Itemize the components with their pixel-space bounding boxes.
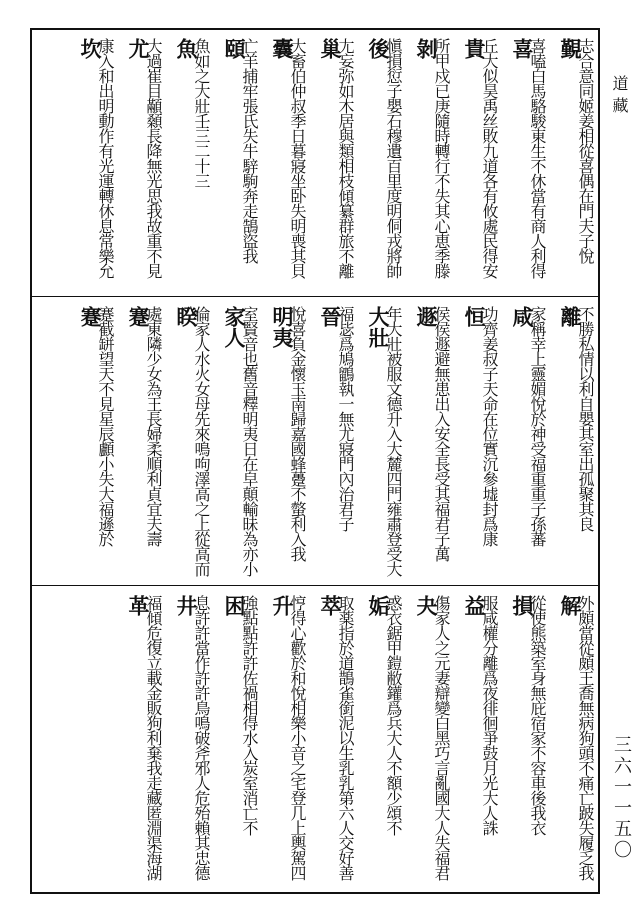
verse-text: 蹇截缾望天不見星辰顱小失大福遜於 bbox=[96, 306, 115, 546]
text-column bbox=[214, 32, 260, 294]
hexagram-name: 覲 bbox=[558, 38, 583, 59]
text-column bbox=[262, 300, 308, 582]
text-column bbox=[454, 589, 500, 891]
text-column bbox=[406, 589, 452, 891]
hexagram-name: 革 bbox=[126, 595, 151, 616]
text-column bbox=[550, 32, 596, 294]
verse-text: 取薬指於道鵲雀銜泥以生乳乳第六人交好善 bbox=[336, 595, 355, 880]
hexagram-name: 貴 bbox=[462, 38, 487, 59]
hexagram-name: 夬 bbox=[414, 595, 439, 616]
verse-text: 魚如之大壯壬三二十三 bbox=[192, 38, 211, 188]
verse-text: 悅喜負金懷玉南歸嘉國蜂躉不螫利入我 bbox=[288, 306, 307, 561]
text-column bbox=[70, 300, 116, 582]
hexagram-name: 剝 bbox=[414, 38, 439, 59]
verse-text: 年大壯被服文德升入大麓四門雍肅登受大 bbox=[384, 306, 403, 576]
verse-text: 尢妄弥如木居與類相枝傾纂群旅不離 bbox=[336, 38, 355, 278]
hexagram-name: 損 bbox=[510, 595, 535, 616]
verse-text: 丘大似昊禹丝敗九道各有攸處民得安 bbox=[480, 38, 499, 278]
text-column bbox=[550, 300, 596, 582]
verse-text: 康入和出明動作有光運轉休息常樂允 bbox=[96, 38, 115, 278]
verse-text: 強點點許許佐禍相得水入炭室消亡不 bbox=[240, 595, 259, 835]
hexagram-name: 家人 bbox=[222, 306, 247, 348]
hexagram-name: 蹇 bbox=[78, 306, 103, 327]
text-column bbox=[454, 32, 500, 294]
hexagram-name: 頤 bbox=[222, 38, 247, 59]
text-column bbox=[406, 300, 452, 582]
text-column bbox=[310, 300, 356, 582]
text-column bbox=[550, 589, 596, 891]
hexagram-name: 姤 bbox=[366, 595, 391, 616]
verse-text: 大畜伯仲叔季日暮寢坐卧失明喪其貝 bbox=[288, 38, 307, 278]
text-section-2 bbox=[34, 300, 596, 582]
text-column bbox=[166, 32, 212, 294]
text-column bbox=[118, 589, 164, 891]
verse-text: 室賢音也舊音釋明夷日在皁顛輸昧為亦小 bbox=[240, 306, 259, 576]
section-divider bbox=[30, 296, 600, 297]
text-column bbox=[358, 589, 404, 891]
verse-text: 福傾危復立載金販狗利棄我走藏匿淵渠海湖 bbox=[144, 595, 163, 880]
verse-text: 亡羊捕牢張氏失牛騂駒奔走鵠盜我 bbox=[240, 38, 259, 263]
verse-text: 功齊姜叔子天命在位實沉參墟封爲康 bbox=[480, 306, 499, 546]
hexagram-name: 解 bbox=[558, 595, 583, 616]
verse-text: 家稱幸上靈媚悅於神受福重重子孫蕃 bbox=[528, 306, 547, 546]
hexagram-name: 井 bbox=[174, 595, 199, 616]
verse-text: 喜嗑白馬駱駿東生不休當有商人利得 bbox=[528, 38, 547, 278]
text-section-3 bbox=[34, 589, 596, 891]
hexagram-name: 明夷 bbox=[270, 306, 295, 348]
text-column bbox=[70, 32, 116, 294]
text-column bbox=[310, 32, 356, 294]
hexagram-name: 大壯 bbox=[366, 306, 391, 348]
hexagram-name: 喜 bbox=[510, 38, 535, 59]
verse-text: 愼損愆子嬰石穆遺百里度明侗戎將帥 bbox=[384, 38, 403, 278]
text-column bbox=[454, 300, 500, 582]
text-column bbox=[214, 300, 260, 582]
text-column bbox=[166, 589, 212, 891]
verse-text: 從使熊築室身無庇宿家不容車後我衣 bbox=[528, 595, 547, 835]
verse-text: 不勝私情以利自嬰其室出孤聚其良 bbox=[576, 306, 595, 531]
text-section-1 bbox=[34, 32, 596, 294]
verse-text: 傷家人之元妻辯變白黑巧言亂國大人失福君 bbox=[432, 595, 451, 880]
text-column bbox=[118, 300, 164, 582]
hexagram-name: 囊 bbox=[270, 38, 295, 59]
text-column bbox=[502, 32, 548, 294]
verse-text: 所甲戍已庚隨時轉行不失其心恵季滕 bbox=[432, 38, 451, 278]
verse-text: 息許許當作許許鳥鳴破斧邪人危殆賴其忠德 bbox=[192, 595, 211, 880]
hexagram-name: 離 bbox=[558, 306, 583, 327]
hexagram-name: 困 bbox=[222, 595, 247, 616]
text-column bbox=[214, 589, 260, 891]
hexagram-name: 咸 bbox=[510, 306, 535, 327]
verse-text: 服咸權分離爲夜徘徊爭鼓月光大人誅 bbox=[480, 595, 499, 835]
text-column bbox=[262, 32, 308, 294]
hexagram-name: 遯 bbox=[414, 306, 439, 327]
hexagram-name: 晉 bbox=[318, 306, 343, 327]
hexagram-name: 恒 bbox=[462, 306, 487, 327]
hexagram-name: 尤 bbox=[126, 38, 151, 59]
text-column bbox=[118, 32, 164, 294]
verse-text: 外頗當從頗王喬無病狗頭不痛亡跛失履乏我 bbox=[576, 595, 595, 880]
text-column bbox=[310, 589, 356, 891]
hexagram-name: 萃 bbox=[318, 595, 343, 616]
hexagram-name: 升 bbox=[270, 595, 295, 616]
verse-text: 志合意同姬姜相從喜偶在門夫子悅 bbox=[576, 38, 595, 263]
verse-text: 惑衣鋸甲鎧敝鑵爲兵大人不額少頌不 bbox=[384, 595, 403, 835]
text-column bbox=[166, 300, 212, 582]
hexagram-name: 魚 bbox=[174, 38, 199, 59]
page-number: 三六一一五〇 bbox=[611, 735, 632, 861]
hexagram-name: 睽 bbox=[174, 306, 199, 327]
text-column bbox=[358, 32, 404, 294]
hexagram-name: 坎 bbox=[78, 38, 103, 59]
verse-text: 悙得心歡於和悅相樂小音之宅登几上輿駕四 bbox=[288, 595, 307, 880]
hexagram-name: 後 bbox=[366, 38, 391, 59]
text-column bbox=[262, 589, 308, 891]
text-column bbox=[358, 300, 404, 582]
verse-text: 倫家人水火女母先來鳴呴澤高之上從高而 bbox=[192, 306, 211, 576]
verse-text: 處東隣少女為王長婦柔順利貞宜夫壽 bbox=[144, 306, 163, 546]
book-title: 道藏 bbox=[610, 75, 629, 119]
section-divider bbox=[30, 585, 600, 586]
hexagram-name: 蹇 bbox=[126, 306, 151, 327]
hexagram-name: 益 bbox=[462, 595, 487, 616]
text-column bbox=[502, 300, 548, 582]
verse-text: 福毖爲鳩鶹執一無尤寢門內治君子 bbox=[336, 306, 355, 531]
hexagram-name: 巢 bbox=[318, 38, 343, 59]
text-column bbox=[502, 589, 548, 891]
verse-text: 大過崔目顢顙長降無光思我故重不見 bbox=[144, 38, 163, 278]
verse-text: 侯侯遯避無患出入安全長受其福君子萬 bbox=[432, 306, 451, 561]
text-column bbox=[406, 32, 452, 294]
